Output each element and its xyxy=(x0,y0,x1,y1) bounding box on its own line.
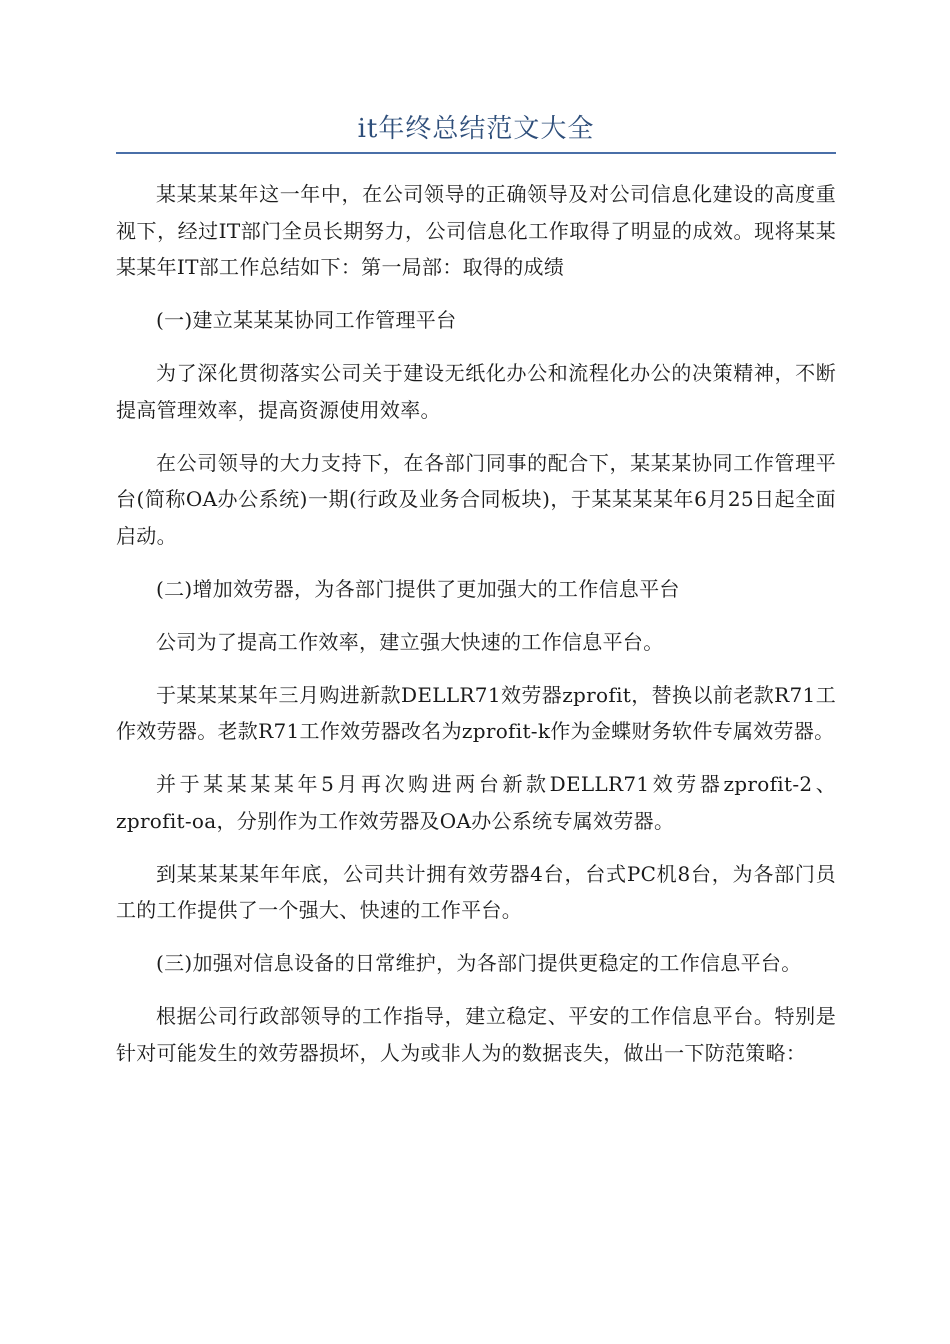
paragraph: 并于某某某某年5月再次购进两台新款DELLR71效劳器zprofit-2、zprofit-oa，分别作为工作效劳器及OA办公系统专属效劳器。 xyxy=(116,772,836,833)
paragraph: 在公司领导的大力支持下，在各部门同事的配合下，某某某协同工作管理平台(简称OA办公系统)一期(行政及业务合同板块)，于某某某某年6月25日起全面启动。 xyxy=(116,450,836,548)
paragraph: 为了深化贯彻落实公司关于建设无纸化办公和流程化办公的决策精神，不断提高管理效率，提高资源使用效率。 xyxy=(116,361,836,422)
section-heading: (三)加强对信息设备的日常维护，为各部门提供更稳定的工作信息平台。 xyxy=(156,951,802,975)
paragraph: 公司为了提高工作效率，建立强大快速的工作信息平台。 xyxy=(156,629,664,654)
document-page xyxy=(116,112,836,1088)
section-heading: (一)建立某某某协同工作管理平台 xyxy=(156,308,457,332)
paragraph: 到某某某某年年底，公司共计拥有效劳器4台，台式PC机8台，为各部门员工的工作提供了一个强大、快速的工作平台。 xyxy=(116,861,836,922)
document-title: it年终总结范文大全 xyxy=(357,114,595,144)
title-underline xyxy=(116,152,836,154)
paragraph: 根据公司行政部领导的工作指导，建立稳定、平安的工作信息平台。特别是针对可能发生的效劳器损坏，人为或非人为的数据丧失，做出一下防范策略： xyxy=(116,1004,836,1065)
paragraph: 某某某某年这一年中，在公司领导的正确领导及对公司信息化建设的高度重视下，经过IT部门全员长期努力，公司信息化工作取得了明显的成效。现将某某某某年IT部工作总结如下：第一局部：取得的成绩 xyxy=(116,182,836,279)
section-heading: (二)增加效劳器，为各部门提供了更加强大的工作信息平台 xyxy=(156,576,680,601)
paragraph: 于某某某某年三月购进新款DELLR71效劳器zprofit，替换以前老款R71工作效劳器。老款R71工作效劳器改名为zprofit-k作为金蝶财务软件专属效劳器。 xyxy=(116,682,836,743)
